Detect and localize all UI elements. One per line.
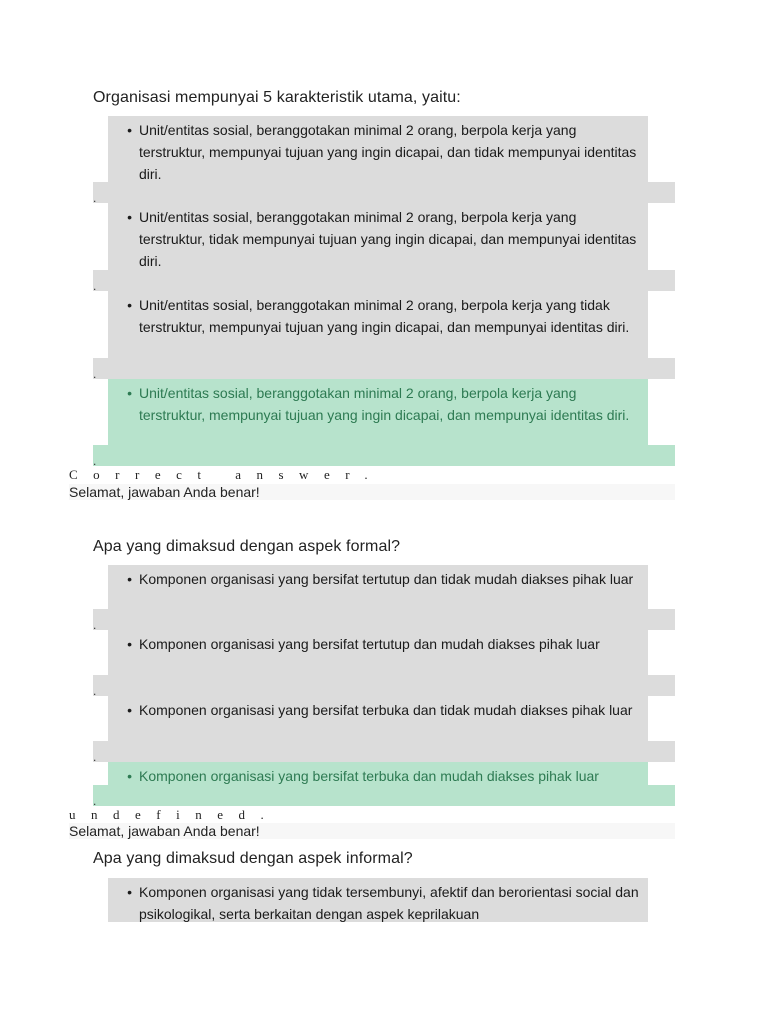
bullet-icon: • [127, 122, 132, 138]
answer-feedback: Selamat, jawaban Anda benar! [69, 823, 675, 839]
bullet-icon: • [127, 571, 132, 587]
option-text: Unit/entitas sosial, beranggotakan minimal 2 orang, berpola kerja yang tidak terstruktur, mempunyai tujuan yang ingin dicapai, dan mempunyai identitas diri. [139, 297, 630, 335]
question-2-option-2[interactable] [108, 630, 648, 675]
option-text: Komponen organisasi yang tidak tersembunyi, afektif dan berorientasi social dan psikologikal, serta berkaitan dengan aspek keprilakuan [139, 884, 639, 922]
answer-feedback: Selamat, jawaban Anda benar! [69, 484, 675, 500]
option-text: Komponen organisasi yang bersifat terbuka dan mudah diakses pihak luar [139, 768, 599, 784]
option-separator: . [93, 445, 675, 466]
answer-status: Correct answer. [69, 467, 384, 482]
option-separator: . [93, 182, 675, 203]
bullet-icon: • [127, 209, 132, 225]
option-separator: . [93, 675, 675, 696]
question-3-text: Apa yang dimaksud dengan aspek informal? [93, 850, 413, 867]
option-separator: . [93, 785, 675, 806]
option-separator: . [93, 358, 675, 379]
option-separator: . [93, 609, 675, 630]
option-separator: . [93, 270, 675, 291]
option-text: Komponen organisasi yang bersifat tertutup dan tidak mudah diakses pihak luar [139, 571, 634, 587]
question-1-option-1[interactable] [108, 116, 648, 182]
question-2-option-1[interactable] [108, 565, 648, 609]
option-text: Unit/entitas sosial, beranggotakan minimal 2 orang, berpola kerja yang terstruktur, mempunyai tujuan yang ingin dicapai, dan tidak mempunyai identitas diri. [139, 122, 637, 182]
bullet-icon: • [127, 297, 132, 313]
option-text: Unit/entitas sosial, beranggotakan minimal 2 orang, berpola kerja yang terstruktur, tidak mempunyai tujuan yang ingin dicapai, dan mempunyai identitas diri. [139, 209, 637, 269]
bullet-icon: • [127, 884, 132, 900]
question-3-option-1[interactable] [108, 878, 648, 922]
question-2-option-3[interactable] [108, 696, 648, 741]
question-1-text: Organisasi mempunyai 5 karakteristik utama, yaitu: [93, 89, 461, 106]
bullet-icon: • [127, 768, 132, 784]
question-1-option-4-correct[interactable] [108, 379, 648, 445]
question-1-option-3[interactable] [108, 291, 648, 358]
question-1-option-2[interactable] [108, 203, 648, 270]
option-text: Unit/entitas sosial, beranggotakan minimal 2 orang, berpola kerja yang terstruktur, mempunyai tujuan yang ingin dicapai, dan mempunyai identitas diri. [139, 385, 630, 423]
question-2-option-4-correct[interactable] [108, 762, 648, 785]
bullet-icon: • [127, 702, 132, 718]
bullet-icon: • [127, 636, 132, 652]
bullet-icon: • [127, 385, 132, 401]
option-text: Komponen organisasi yang bersifat tertutup dan mudah diakses pihak luar [139, 636, 600, 652]
option-separator: . [93, 741, 675, 762]
question-2-text: Apa yang dimaksud dengan aspek formal? [93, 538, 401, 555]
answer-status: undefined. [69, 807, 280, 822]
option-text: Komponen organisasi yang bersifat terbuka dan tidak mudah diakses pihak luar [139, 702, 633, 718]
